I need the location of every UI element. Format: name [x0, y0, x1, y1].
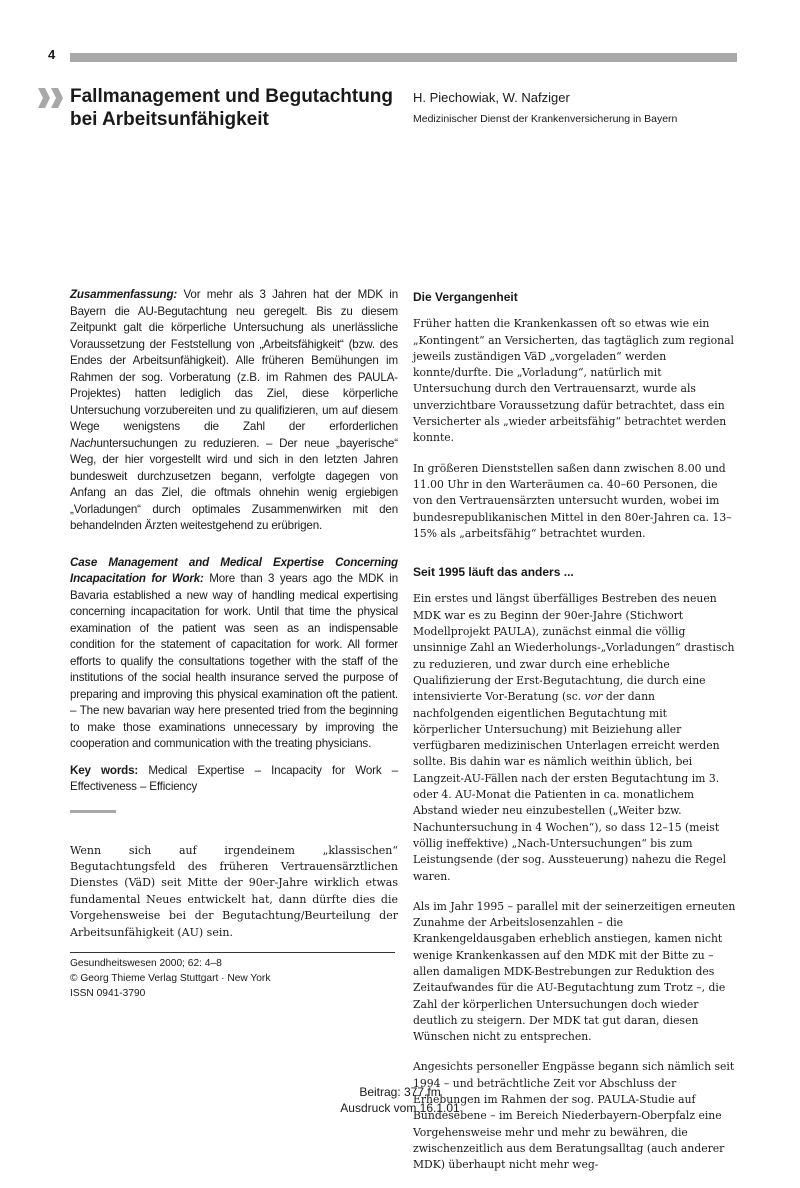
abstract-german-italic: Nach: [70, 436, 97, 450]
keywords-label: Key words:: [70, 763, 139, 777]
abstract-english: [70, 555, 398, 753]
print-footer: [0, 1084, 800, 1116]
section-divider: [70, 810, 116, 813]
abstract-german-label: Zusammenfassung:: [70, 288, 178, 301]
body-text: Ein erstes und längst überfälliges Bestreben des neuen MDK war es zu Beginn der 90er-Jahre (Stichwort Modellprojekt PAULA), zunächst einmal die völlig unsinnige Zahl an Wiederholungs-„Vorladungen“ drastisch zu reduzieren, und zwar durch eine erhebliche Qualifizierung der Erst-Begutachtung, die durch eine intensivierte Vor-Beratung (sc.: [413, 592, 735, 704]
body-paragraph: Früher hatten die Krankenkassen oft so etwas wie ein „Kontingent“ an Versicherten, das tagtäglich zum regional jeweils zuständigen VäD „vorgeladen“ werden konnte/durfte. Die „Vorladung“, natürlich mit Untersuchung durch den Vertrauensarzt, wurde als unverzichtbare Voraussetzung dafür betrachtet, dass ein Versicherter als „wieder arbeitsfähig“ betrachtet werden konnte.: [413, 317, 734, 445]
article-affiliation: Medizinischer Dienst der Krankenversicherung in Bayern: [413, 113, 678, 125]
section-heading-since-1995: Seit 1995 läuft das anders ...: [413, 565, 574, 580]
keywords: [70, 763, 398, 796]
abstract-english-text: More than 3 years ago the MDK in Bavaria established a new way of handling medical expertising concerning incapacitation for work. Until that time the physical examination of the patient was seen as an indispensable condition for the statement of capacitation for work. All former efforts to qualify the consultations together with the staff of the institutions of the social health insurance served the purpose of preparing and improving this physical examination oft the patient. – The new bavarian way here presented tried from the beginning to make those examinations unnecessary by improving the cooperation and communication with the treating physicians.: [70, 572, 398, 750]
article-title: Fallmanagement und Begutachtung bei Arbeitsunfähigkeit: [70, 86, 394, 130]
body-paragraph: [413, 591, 737, 884]
header-rule: [70, 53, 737, 62]
body-italic: vor: [584, 690, 603, 704]
double-chevron-icon: [38, 88, 64, 108]
abstract-german-text-cont: untersuchungen zu reduzieren. – Der neue „bayerische“ Weg, der hier vorgestellt wird und sich in den letzten Jahren bundesweit durchzusetzen begann, verfolgte dagegen von Anfang an das Ziel, die oftmals ohnehin wenig ergiebigen „Vorladungen“ durch optimales Zusammenwirken mit den behandelnden Ärzten weitestgehend zu erübrigen.: [70, 436, 398, 532]
page-number: 4: [48, 47, 56, 62]
body-paragraph: Als im Jahr 1995 – parallel mit der seinerzeitigen erneuten Zunahme der Arbeitslosenzahlen – die Krankengeldausgaben erheblich anstiegen, kamen nicht wenige Krankenkassen auf den MDK mit der Bitte zu – allen damaligen MDK-Bestrebungen zur Reduktion des Zeitaufwandes für die AU-Begutachtung zum Trotz –, die Zahl der körperlichen Untersuchungen doch wieder deutlich zu steigern. Der MDK tat gut daran, diesen Wünschen nicht zu entsprechen.: [413, 899, 736, 1044]
citation-journal: Gesundheitswesen 2000; 62: 4–8: [70, 958, 222, 969]
section-heading-past: Die Vergangenheit: [413, 290, 518, 304]
left-column: [70, 287, 398, 941]
body-paragraph: In größeren Dienststellen saßen dann zwischen 8.00 und 11.00 Uhr in den Warteräumen ca. 40–60 Personen, die von den Vertrauensärzten untersucht wurden, wobei im bundesrepublikanischen Mittel in den 80er-Jahren ca. 13–15% als „arbeitsfähig“ betrachtet wurden.: [413, 461, 732, 540]
intro-paragraph: Wenn sich auf irgendeinem „klassischen“ Begutachtungsfeld des früheren Vertrauensärztlichen Dienstes (VäD) seit Mitte der 90er-Jahre wirklich etwas fundamental Neues entwickelt hat, dann dürfte dies die Vorgehensweise bei der Begutachtung/Beurteilung der Arbeitsunfähigkeit (AU) sein.: [70, 843, 398, 939]
abstract-german: [70, 287, 398, 535]
body-text-cont: der dann nachfolgenden eigentlichen Begutachtung mit körperlicher Untersuchung) mit Beiziehung aller verfügbaren medizinischen Unterlagen erreicht werden sollte. Bis dahin war es nämlich weithin üblich, bei Langzeit-AU-Fällen nach der ersten Begutachtung im 3. oder 4. AU-Monat die Patienten in ca. monatlichem Abstand wieder neu einzubestellen („Weiter bzw. Nachuntersuchung in 4 Wochen“), so dass 12–15 (meist völlig ineffektive) „Nach-Untersuchungen“ bis zum Leistungsende (der sog. Aussteuerung) nahezu die Regel waren.: [413, 690, 727, 883]
right-column: [413, 289, 737, 1188]
citation-publisher: © Georg Thieme Verlag Stuttgart · New York: [70, 973, 271, 984]
footer-file: Beitrag: 377.fm: [359, 1085, 441, 1099]
abstract-german-text: Vor mehr als 3 Jahren hat der MDK in Bayern die AU-Begutachtung neu geregelt. Bis zu diesem Zeitpunkt galt die körperliche Untersuchung als unerlässliche Voraussetzung der Feststellung von „Arbeitsfähigkeit“ (bzw. des Endes der Arbeitsunfähigkeit). Alle früheren Bemühungen im Rahmen der sog. Vorberatung (z.B. im Rahmen des PAULA-Projektes) hatten lediglich das Ziel, diese körperliche Untersuchung vorzubereiten und zu qualifizieren, um auf diesem Wege wenigstens die Zahl der erforderlichen: [70, 288, 398, 433]
citation-issn: ISSN 0941-3790: [70, 988, 146, 999]
article-authors: H. Piechowiak, W. Nafziger: [413, 90, 570, 105]
footer-print-date: Ausdruck vom 16.1.01: [340, 1101, 460, 1115]
abstract-english-label: Case Management and Medical Expertise Concerning Incapacitation for Work:: [70, 555, 398, 585]
citation-block: [70, 952, 395, 1001]
body-paragraph: Angesichts personeller Engpässe begann sich nämlich seit 1994 – und beträchtliche Zeit vor Abschluss der Erhebungen im Rahmen der sog. PAULA-Studie auf Bundesebene – im Bereich Niederbayern-Oberpfalz eine Vorgehensweise mehr und mehr zu bewähren, die zwischenzeitlich aus dem Beratungsalltag (auch anderer MDK) überhaupt nicht mehr weg-: [413, 1060, 735, 1172]
keywords-text: Medical Expertise – Incapacity for Work – Effectiveness – Efficiency: [70, 763, 398, 793]
